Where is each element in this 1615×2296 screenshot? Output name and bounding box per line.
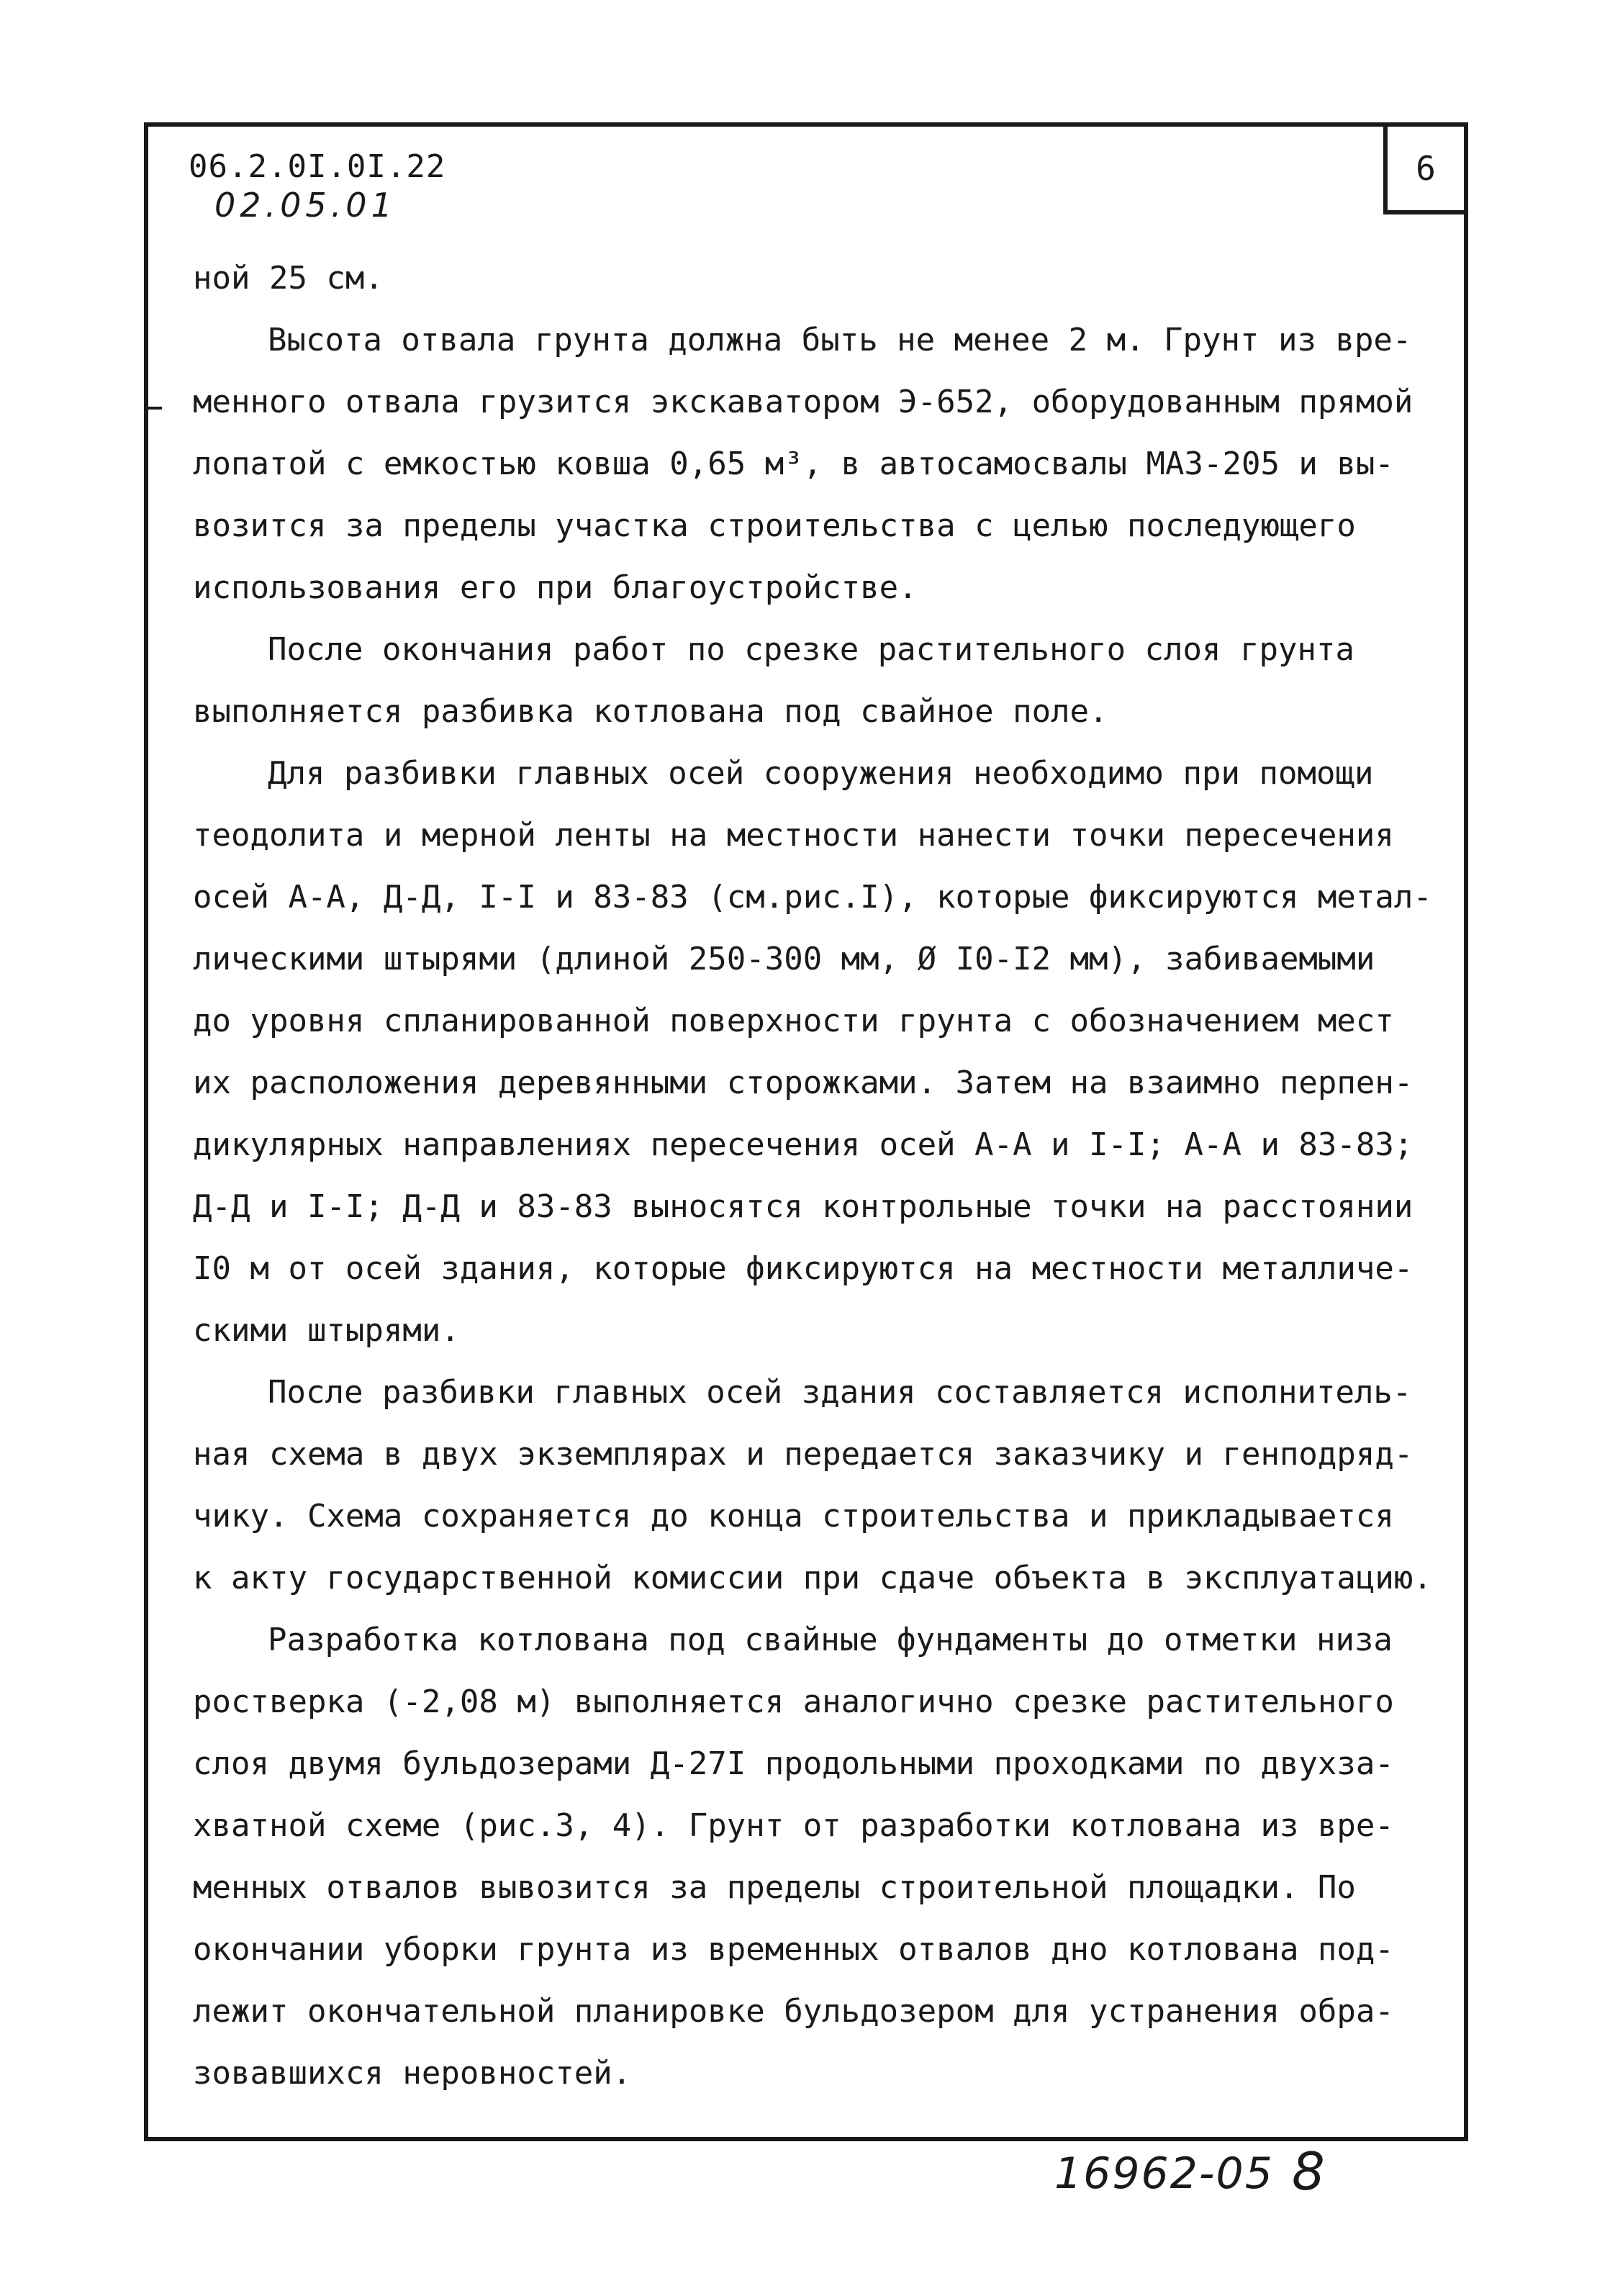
text-line: ростверка (-2,08 м) выполняется аналогично срезке растительного: [193, 1683, 1394, 1720]
text-line: теодолита и мерной ленты на местности нанести точки пересечения: [193, 817, 1394, 854]
text-line: После разбивки главных осей здания составляется исполнитель-: [268, 1374, 1412, 1411]
body-text: [193, 248, 1445, 2105]
text-line: Д-Д и I-I; Д-Д и 83-83 выносятся контрольные точки на расстоянии: [193, 1188, 1413, 1225]
document-code-handwritten: 02.05.01: [214, 186, 397, 225]
text-line: слоя двумя бульдозерами Д-27I продольными проходками по двухза-: [193, 1745, 1394, 1782]
text-line: лическими штырями (длиной 250-300 мм, Ø I0-I2 мм), забиваемыми: [193, 941, 1375, 977]
text-line: Разработка котлована под свайные фундаменты до отметки низа: [268, 1622, 1393, 1658]
archive-code: 16962-05: [1054, 2148, 1274, 2199]
text-line: осей А-А, Д-Д, I-I и 83-83 (см.рис.I), которые фиксируются метал-: [193, 879, 1432, 916]
text-line: лежит окончательной планировке бульдозером для устранения обра-: [193, 1993, 1394, 2030]
text-line: I0 м от осей здания, которые фиксируются на местности металличе-: [193, 1250, 1413, 1287]
text-line: к акту государственной комиссии при сдаче объекта в эксплуатацию.: [193, 1560, 1432, 1596]
page-number: 6: [1416, 149, 1436, 188]
text-line: их расположения деревянными сторожками. Затем на взаимно перпен-: [193, 1065, 1413, 1101]
text-line: хватной схеме (рис.3, 4). Грунт от разработки котлована из вре-: [193, 1807, 1394, 1844]
text-line: менного отвала грузится экскаватором Э-652, оборудованным прямой: [193, 384, 1413, 420]
text-line: менных отвалов вывозится за пределы строительной площадки. По: [193, 1869, 1356, 1906]
text-line: выполняется разбивка котлована под свайное поле.: [193, 693, 1108, 730]
text-line: возится за пределы участка строительства с целью последующего: [193, 507, 1356, 544]
text-line: чику. Схема сохраняется до конца строительства и прикладывается: [193, 1498, 1394, 1535]
text-line: зовавшихся неровностей.: [193, 2055, 632, 2092]
text-line: дикулярных направлениях пересечения осей А-А и I-I; А-А и 83-83;: [193, 1126, 1413, 1163]
margin-mark: [148, 407, 162, 410]
text-line: После окончания работ по срезке растительного слоя грунта: [268, 631, 1354, 668]
text-line: ной 25 см.: [193, 260, 384, 297]
sheet-number: 8: [1292, 2141, 1325, 2202]
page-frame: [144, 122, 1468, 2141]
text-line: ная схема в двух экземплярах и передается заказчику и генподряд-: [193, 1436, 1413, 1473]
text-line: Для разбивки главных осей сооружения необходимо при помощи: [268, 755, 1374, 792]
document-code: 06.2.0I.0I.22: [189, 148, 446, 185]
text-line: использования его при благоустройстве.: [193, 569, 918, 606]
page-number-box: [1383, 122, 1468, 214]
text-line: окончании уборки грунта из временных отвалов дно котлована под-: [193, 1931, 1394, 1968]
text-line: до уровня спланированной поверхности грунта с обозначением мест: [193, 1003, 1394, 1039]
text-line: Высота отвала грунта должна быть не менее 2 м. Грунт из вре-: [268, 322, 1412, 358]
text-line: скими штырями.: [193, 1312, 460, 1349]
text-line: лопатой с емкостью ковша 0,65 м³, в автосамосвалы МАЗ-205 и вы-: [193, 446, 1394, 482]
